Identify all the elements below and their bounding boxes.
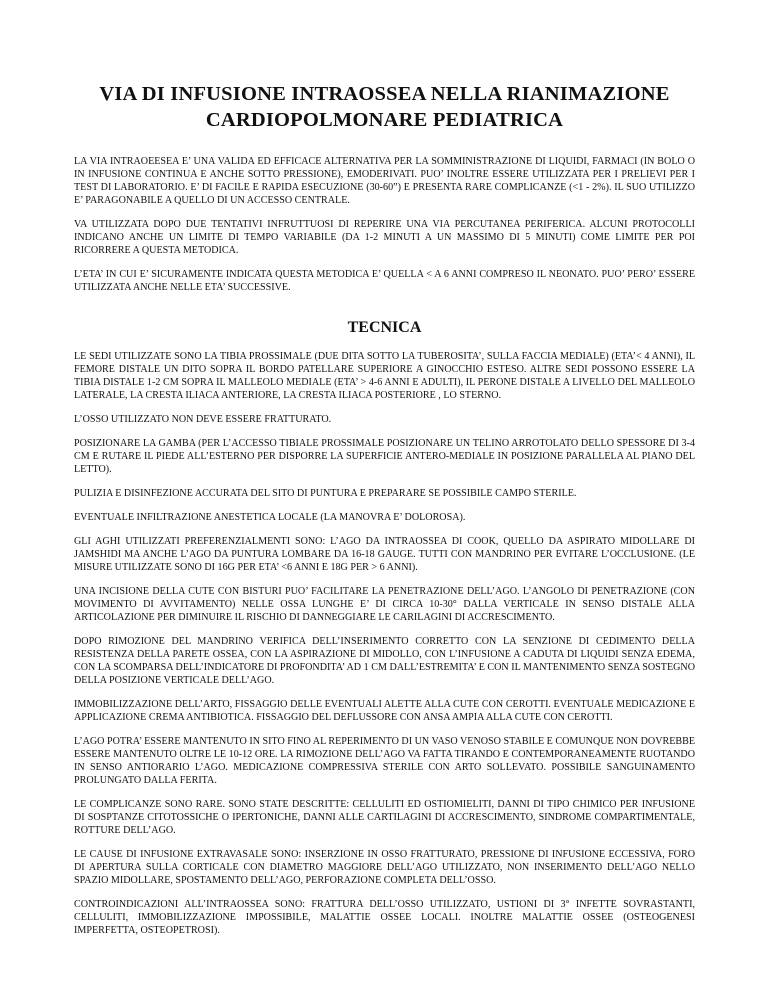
intro-paragraph: LA VIA INTRAOEESEA E’ UNA VALIDA ED EFFICACE ALTERNATIVA PER LA SOMMINISTRAZIONE DI LIQUIDI, FARMACI (IN BOLO O IN INFUSIONE CONTINUA E ANCHE SOTTO PRESSIONE), EMODERIVATI. PUO’ INOLTRE ESSERE UTILIZZATA PER I PRELIEVI PER I TEST DI LABORATORIO. E’ DI FACILE E RAPIDA ESECUZIONE (30-60”) E PRESENTA RARE COMPLICANZE (<1 - 2%). IL SUO UTILIZZO E’ PARAGONABILE A QUELLO DI UN ACCESSO CENTRALE. bbox=[74, 156, 695, 206]
tecnica-paragraph: LE SEDI UTILIZZATE SONO LA TIBIA PROSSIMALE (DUE DITA SOTTO LA TUBEROSITA’, SULLA FACCIA MEDIALE) (ETA’< 4 ANNI), IL FEMORE DISTALE UN DITO SOPRA IL BORDO PATELLARE SUPERIORE A GINOCCHIO ESTESO. ALTRE SEDI POSSONO ESSERE LA TIBIA DISTALE 1-2 CM SOPRA IL MALLEOLO MEDIALE (ETA’ > 4-6 ANNI E ADULTI), IL PERONE DISTALE A LIVELLO DEL MALLEOLO LATERALE, LA CRESTA ILIACA ANTERIORE, LA CRESTA ILIACA POSTERIORE , LO STERNO. bbox=[74, 351, 695, 401]
tecnica-paragraph: L’AGO POTRA’ ESSERE MANTENUTO IN SITO FINO AL REPERIMENTO DI UN VASO VENOSO STABILE E COMUNQUE NON DOVREBBE ESSERE MANTENUTO OLTRE LE 10-12 ORE. LA RIMOZIONE DELL’AGO VA FATTA TIRANDO E CONTEMPORANEAMENTE RUOTANDO IN SENSO ANTIORARIO L’AGO. MEDICAZIONE COMPRESSIVA STERILE CON ARTO SOLLEVATO. POSSIBILE SANGUINAMENTO PROLUNGATO DALLA FERITA. bbox=[74, 736, 696, 786]
tecnica-section bbox=[74, 350, 695, 937]
section-title-tecnica: TECNICA bbox=[347, 319, 422, 336]
title-line-2: CARDIOPOLMONARE PEDIATRICA bbox=[205, 109, 564, 131]
tecnica-paragraph: L’OSSO UTILIZZATO NON DEVE ESSERE FRATTURATO. bbox=[74, 414, 332, 425]
intro-paragraph: L’ETA’ IN CUI E’ SICURAMENTE INDICATA QUESTA METODICA E’ QUELLA < A 6 ANNI COMPRESO IL NEONATO. PUO’ PERO’ ESSERE UTILIZZATA ANCHE NELLE ETA’ SUCCESSIVE. bbox=[74, 269, 695, 293]
tecnica-paragraph: PULIZIA E DISINFEZIONE ACCURATA DEL SITO DI PUNTURA E PREPARARE SE POSSIBILE CAMPO STERILE. bbox=[74, 488, 577, 499]
intro-paragraph: VA UTILIZZATA DOPO DUE TENTATIVI INFRUTTUOSI DI REPERIRE UNA VIA PERCUTANEA PERIFERICA. ALCUNI PROTOCOLLI INDICANO ANCHE UN LIMITE DI TEMPO VARIABILE (DA 1-2 MINUTI A UN MASSIMO DI 5 MINUTI) COME LIMITE PER POI RICORRERE A QUESTA METODICA. bbox=[74, 219, 695, 256]
tecnica-paragraph: LE CAUSE DI INFUSIONE EXTRAVASALE SONO: INSERZIONE IN OSSO FRATTURATO, PRESSIONE DI INFUSIONE ECCESSIVA, FORO DI APERTURA SULLA CORTICALE CON DIAMETRO MAGGIORE DELL’AGO UTILIZZATO, NON INSERIMENTO DELL’AGO NELLO SPAZIO MIDOLLARE, SPOSTAMENTO DELL’AGO, PERFORAZIONE COMPLETA DELL’OSSO. bbox=[74, 849, 695, 886]
tecnica-paragraph: EVENTUALE INFILTRAZIONE ANESTETICA LOCALE (LA MANOVRA E’ DOLOROSA). bbox=[74, 512, 466, 523]
tecnica-paragraph: IMMOBILIZZAZIONE DELL’ARTO, FISSAGGIO DELLE EVENTUALI ALETTE ALLA CUTE CON CEROTTI. EVENTUALE MEDICAZIONE E APPLICAZIONE CREMA ANTIBIOTICA. FISSAGGIO DEL DEFLUSSORE CON ANSA AMPIA ALLA CUTE CON CEROTTI. bbox=[74, 699, 695, 723]
intro-section bbox=[74, 155, 695, 294]
document-page bbox=[74, 0, 695, 948]
document-title bbox=[74, 81, 695, 133]
tecnica-paragraph: DOPO RIMOZIONE DEL MANDRINO VERIFICA DELL’INSERIMENTO CORRETTO CON LA SENZIONE DI CEDIMENTO DELLA RESISTENZA DELLA PARETE OSSEA, CON LA ASPIRAZIONE DI MIDOLLO, CON L’INFUSIONE A CADUTA DI LIQUIDI SENZA EDEMA, CON LA SCOMPARSA DELL’INDICATORE DI PROFONDITA’ AD 1 CM DALL’ESTREMITA’ E CON IL MANTENIMENTO SENZA SOSTEGNO DELLA POSIZIONE VERTICALE DELL’AGO. bbox=[74, 636, 695, 686]
tecnica-paragraph: GLI AGHI UTILIZZATI PREFERENZIALMENTI SONO: L’AGO DA INTRAOSSEA DI COOK, QUELLO DA ASPIRATO MIDOLLARE DI JAMSHIDI MA ANCHE L’AGO DA PUNTURA LOMBARE DA 16-18 GAUGE. TUTTI CON MANDRINO PER EVITARE L’OCCLUSIONE. (LE MISURE UTILIZZATE SONO DI 16G PER ETA’ <6 ANNI E 18G PER > 6 ANNI). bbox=[74, 536, 695, 573]
tecnica-paragraph: LE COMPLICANZE SONO RARE. SONO STATE DESCRITTE: CELLULITI ED OSTIOMIELITI, DANNI DI TIPO CHIMICO PER INFUSIONE DI SOSPTANZE CITOTOSSICHE O IPERTONICHE, DANNI ALLE CARTILAGINI DI ACCRESCIMENTO, SINDROME COMPARTIMENTALE, ROTTURE DELL’AGO. bbox=[74, 799, 695, 836]
title-line-1: VIA DI INFUSIONE INTRAOSSEA NELLA RIANIMAZIONE bbox=[99, 83, 670, 105]
tecnica-paragraph: POSIZIONARE LA GAMBA (PER L’ACCESSO TIBIALE PROSSIMALE POSIZIONARE UN TELINO ARROTOLATO DELLO SPESSORE DI 3-4 CM E RUTARE IL PIEDE ALL’ESTERNO PER DISPORRE LA SUPERFICIE ANTERO-MEDIALE IN POSIZIONE PARALLELA AL PIANO DEL LETTO). bbox=[74, 438, 695, 475]
tecnica-paragraph: UNA INCISIONE DELLA CUTE CON BISTURI PUO’ FACILITARE LA PENETRAZIONE DELL’AGO. L’ANGOLO DI PENETRAZIONE (CON MOVIMENTO DI AVVITAMENTO) NELLE OSSA LUNGHE E’ DI CIRCA 10-30° DALLA VERTICALE IN SENSO DISTALE ALLA ARTICOLAZIONE PER DIMINUIRE IL RISCHIO DI DANNEGGIARE LE CARILAGINI DI ACCRESCIMENTO. bbox=[74, 586, 695, 623]
tecnica-paragraph: CONTROINDICAZIONI ALL’INTRAOSSEA SONO: FRATTURA DELL’OSSO UTILIZZATO, USTIONI DI 3° INFETTE SOVRASTANTI, CELLULITI, IMMOBILIZZAZIONE IMPOSSIBILE, MALATTIE OSSEE LOCALI. INOLTRE MALATTIE OSSEE (OSTEOGENESI IMPERFETTA, OSTEOPETROSI). bbox=[74, 899, 695, 936]
